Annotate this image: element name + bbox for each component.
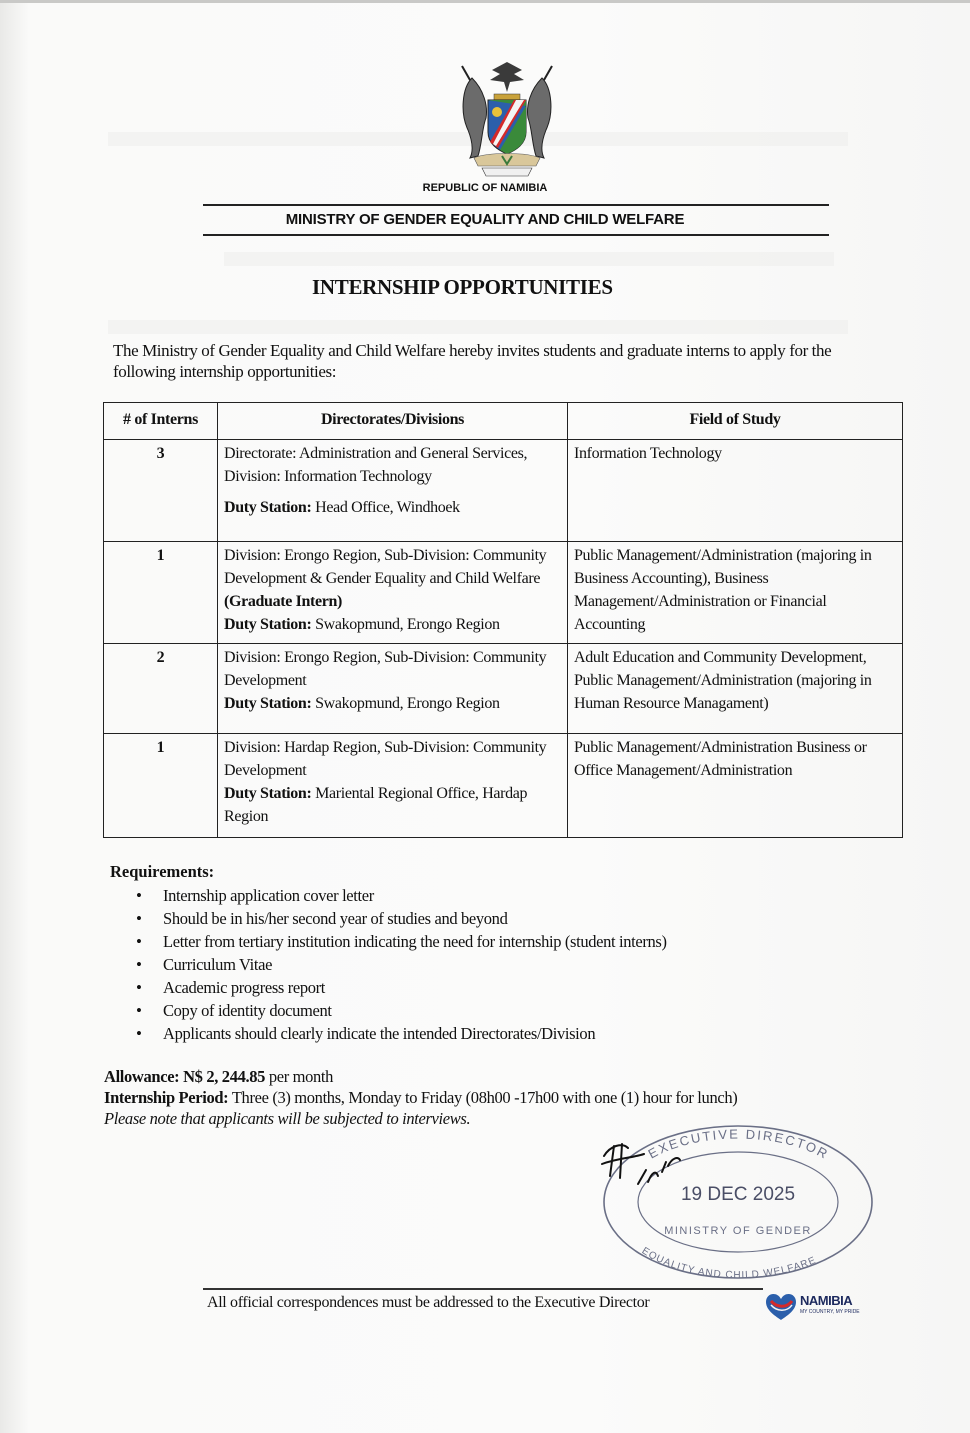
intro-paragraph: The Ministry of Gender Equality and Child Welfare hereby invites students and graduate interns to apply for the following internship opportunities: [113,341,832,381]
duty-station [224,692,561,715]
requirement-item: • Letter from tertiary institution indicating the need for internship (student interns) [130,930,667,953]
header-divider-bottom [203,234,829,236]
duty-station-label: Duty Station: [224,499,312,516]
intern-count: 1 [104,734,218,837]
requirement-item: • Internship application cover letter [130,884,667,907]
period-label: Internship Period: [104,1088,229,1107]
internship-details [104,1066,844,1129]
brand-tagline: MY COUNTRY, MY PRIDE [800,1309,860,1315]
allowance-suffix: per month [268,1067,334,1086]
duty-station [224,613,561,636]
allowance-label: Allowance: [104,1067,180,1086]
allowance-amount: N$ 2, 244.85 [183,1067,266,1086]
column-header-division: Directorates/Divisions [218,403,568,439]
table-row [104,733,902,837]
document-title: INTERNSHIP OPPORTUNITIES [312,275,613,299]
period-line [104,1087,844,1108]
requirement-item: • Should be in his/her second year of studies and beyond [130,907,667,930]
allowance-line [104,1066,844,1087]
duty-station-value: Swakopmund, Erongo Region [315,616,500,633]
interview-note: Please note that applicants will be subjected to interviews. [104,1109,471,1128]
requirement-item: • Academic progress report [130,976,667,999]
show-through [224,252,834,266]
division-cell [218,644,568,733]
footer-divider [203,1288,763,1290]
footer-text: All official correspondences must be addressed to the Executive Director [207,1294,650,1311]
requirements-list [130,884,667,1045]
field-of-study: Public Management/Administration (majoring in Business Accounting), Business Management/Administration or Financial Accounting [574,547,872,633]
stamp-date: 19 DEC 2025 [680,1184,796,1205]
official-stamp [598,1122,878,1282]
field-of-study: Public Management/Administration Business or Office Management/Administration [574,739,867,779]
division-text: Directorate: Administration and General Services, Division: Information Technology [224,445,528,485]
namibia-coat-of-arms-icon [452,58,562,182]
field-of-study: Information Technology [574,445,722,462]
ministry-name: MINISTRY OF GENDER EQUALITY AND CHILD WELFARE [285,211,685,228]
field-of-study: Adult Education and Community Development, Public Management/Administration (majoring in Human Resource Managament) [574,649,872,712]
show-through [108,320,848,334]
namibia-brand-logo-icon [764,1290,798,1320]
column-header-count: # of Interns [104,403,218,439]
division-cell [218,440,568,541]
duty-station-value: Swakopmund, Erongo Region [315,695,500,712]
table-row [104,541,902,643]
requirement-item: • Curriculum Vitae [130,953,667,976]
stamp-bottom-text-outer: EQUALITY AND CHILD WELFARE [639,1245,819,1282]
division-note: (Graduate Intern) [224,593,343,610]
requirement-item: • Applicants should clearly indicate the intended Directorates/Division [130,1022,667,1045]
division-text: Division: Erongo Region, Sub-Division: Community Development [224,649,547,689]
page-edge [0,0,970,3]
intern-count: 1 [104,542,218,643]
table-header-row [104,403,902,439]
division-text: Division: Hardap Region, Sub-Division: Community Development [224,739,547,779]
brand-name: NAMIBIA [800,1293,853,1308]
header-divider-top [203,204,829,206]
duty-station [224,782,561,828]
duty-station-value: Mariental Regional Office, Hardap Region [224,785,528,825]
internship-table [103,402,903,838]
table-row [104,643,902,733]
division-cell [218,542,568,643]
table-row [104,439,902,541]
intern-count: 2 [104,644,218,733]
crest-caption: REPUBLIC OF NAMIBIA [422,182,548,194]
requirement-item: • Copy of identity document [130,999,667,1022]
column-header-field: Field of Study [689,411,781,428]
division-text: Division: Erongo Region, Sub-Division: Community Development & Gender Equality and Child Welfare [224,547,547,587]
duty-station-label: Duty Station: [224,785,312,802]
stamp-top-text: EXECUTIVE DIRECTOR [645,1126,832,1163]
duty-station-value: Head Office, Windhoek [315,499,460,516]
period-text: Three (3) months, Monday to Friday (08h00 -17h00 with one (1) hour for lunch) [231,1088,738,1107]
requirements-heading: Requirements: [110,862,215,881]
intern-count: 3 [104,440,218,541]
division-cell [218,734,568,837]
duty-station-label: Duty Station: [224,616,312,633]
duty-station-label: Duty Station: [224,695,312,712]
duty-station [224,496,561,519]
stamp-bottom-text-inner: MINISTRY OF GENDER [664,1225,812,1237]
